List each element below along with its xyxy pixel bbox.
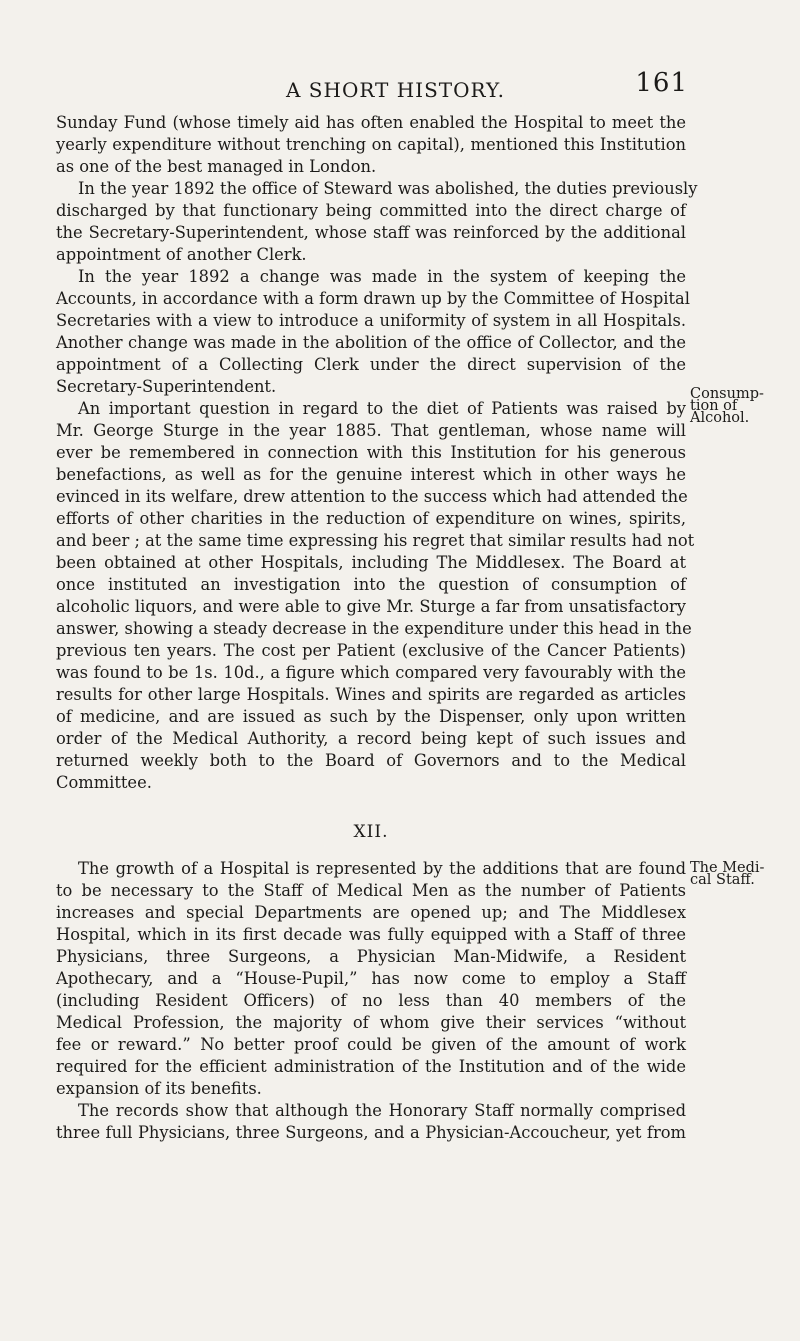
text-line: Another change was made in the abolition of the office of Collector, and the <box>56 333 686 352</box>
text-line: been obtained at other Hospitals, including The Middlesex. The Board at <box>56 553 686 572</box>
text-line: the Secretary-Superintendent, whose staff was reinforced by the additional <box>56 223 686 242</box>
margin-note-line: The Medi- <box>690 860 765 876</box>
text-line: discharged by that functionary being committed into the direct charge of <box>56 201 686 220</box>
text-line: Secretary-Superintendent. <box>56 377 277 396</box>
text-line: of medicine, and are issued as such by the Dispenser, only upon written <box>56 707 686 726</box>
text-line: benefactions, as well as for the genuine interest which in other ways he <box>56 465 686 484</box>
text-line: previous ten years. The cost per Patient (exclusive of the Cancer Patients) <box>56 641 686 660</box>
text-line: and beer ; at the same time expressing his regret that similar results had not <box>56 531 695 550</box>
section-heading: XII. <box>353 822 389 842</box>
text-line: increases and special Departments are opened up; and The Middlesex <box>56 903 686 922</box>
text-line: (including Resident Officers) of no less than 40 members of the <box>56 991 686 1010</box>
text-line: Secretaries with a view to introduce a uniformity of system in all Hospitals. <box>56 311 686 330</box>
text-line: Physicians, three Surgeons, a Physician Man-Midwife, a Resident <box>56 947 686 966</box>
text-line: expansion of its benefits. <box>56 1079 262 1098</box>
text-line: yearly expenditure without trenching on capital), mentioned this Institution <box>56 135 686 154</box>
text-line: alcoholic liquors, and were able to give Mr. Sturge a far from unsatisfactory <box>56 597 686 616</box>
running-title: A SHORT HISTORY. <box>286 78 505 102</box>
text-line: An important question in regard to the diet of Patients was raised by <box>78 399 686 418</box>
margin-note-line: Alcohol. <box>690 410 750 426</box>
text-line: as one of the best managed in London. <box>56 157 377 176</box>
text-line: In the year 1892 the office of Steward was abolished, the duties previously <box>78 179 698 198</box>
text-line: Sunday Fund (whose timely aid has often enabled the Hospital to meet the <box>56 113 686 132</box>
text-line: to be necessary to the Staff of Medical Men as the number of Patients <box>56 881 686 900</box>
text-line: was found to be 1s. 10d., a figure which compared very favourably with the <box>56 663 686 682</box>
text-line: once instituted an investigation into the question of consumption of <box>56 575 686 594</box>
text-line: answer, showing a steady decrease in the expenditure under this head in the <box>56 619 692 638</box>
margin-note-medical-staff <box>690 862 800 886</box>
body-text <box>56 112 698 1142</box>
text-line: In the year 1892 a change was made in the system of keeping the <box>78 267 686 286</box>
text-line: results for other large Hospitals. Wines and spirits are regarded as articles <box>56 685 686 704</box>
text-line: returned weekly both to the Board of Governors and to the Medical <box>56 751 686 770</box>
page-number: 161 <box>635 68 688 98</box>
text-line: three full Physicians, three Surgeons, and a Physician-Accoucheur, yet from <box>56 1123 686 1142</box>
margin-note-line: tion of <box>690 398 738 414</box>
text-line: Apothecary, and a “House-Pupil,” has now come to employ a Staff <box>56 969 686 988</box>
text-line: evinced in its welfare, drew attention to the success which had attended the <box>56 487 688 506</box>
section-xii-text <box>56 858 686 1144</box>
text-line: The records show that although the Honorary Staff normally comprised <box>78 1101 686 1120</box>
margin-note-line: Consump- <box>690 386 764 402</box>
text-line: efforts of other charities in the reduction of expenditure on wines, spirits, <box>56 509 686 528</box>
text-line: Accounts, in accordance with a form drawn up by the Committee of Hospital <box>56 289 690 308</box>
text-line: required for the efficient administration of the Institution and of the wide <box>56 1057 686 1076</box>
text-line: The growth of a Hospital is represented by the additions that are found <box>78 859 686 878</box>
text-line: Hospital, which in its first decade was fully equipped with a Staff of three <box>56 925 686 944</box>
text-line: order of the Medical Authority, a record being kept of such issues and <box>56 729 686 748</box>
margin-note-line: cal Staff. <box>690 872 755 888</box>
text-line: Medical Profession, the majority of whom give their services “without <box>56 1013 686 1032</box>
text-line: appointment of another Clerk. <box>56 245 307 264</box>
text-line: Mr. George Sturge in the year 1885. That gentleman, whose name will <box>56 421 686 440</box>
text-line: appointment of a Collecting Clerk under the direct supervision of the <box>56 355 686 374</box>
text-line: ever be remembered in connection with this Institution for his generous <box>56 443 686 462</box>
text-line: Committee. <box>56 773 152 792</box>
text-line: fee or reward.” No better proof could be given of the amount of work <box>56 1035 686 1054</box>
margin-note-alcohol <box>690 388 800 424</box>
